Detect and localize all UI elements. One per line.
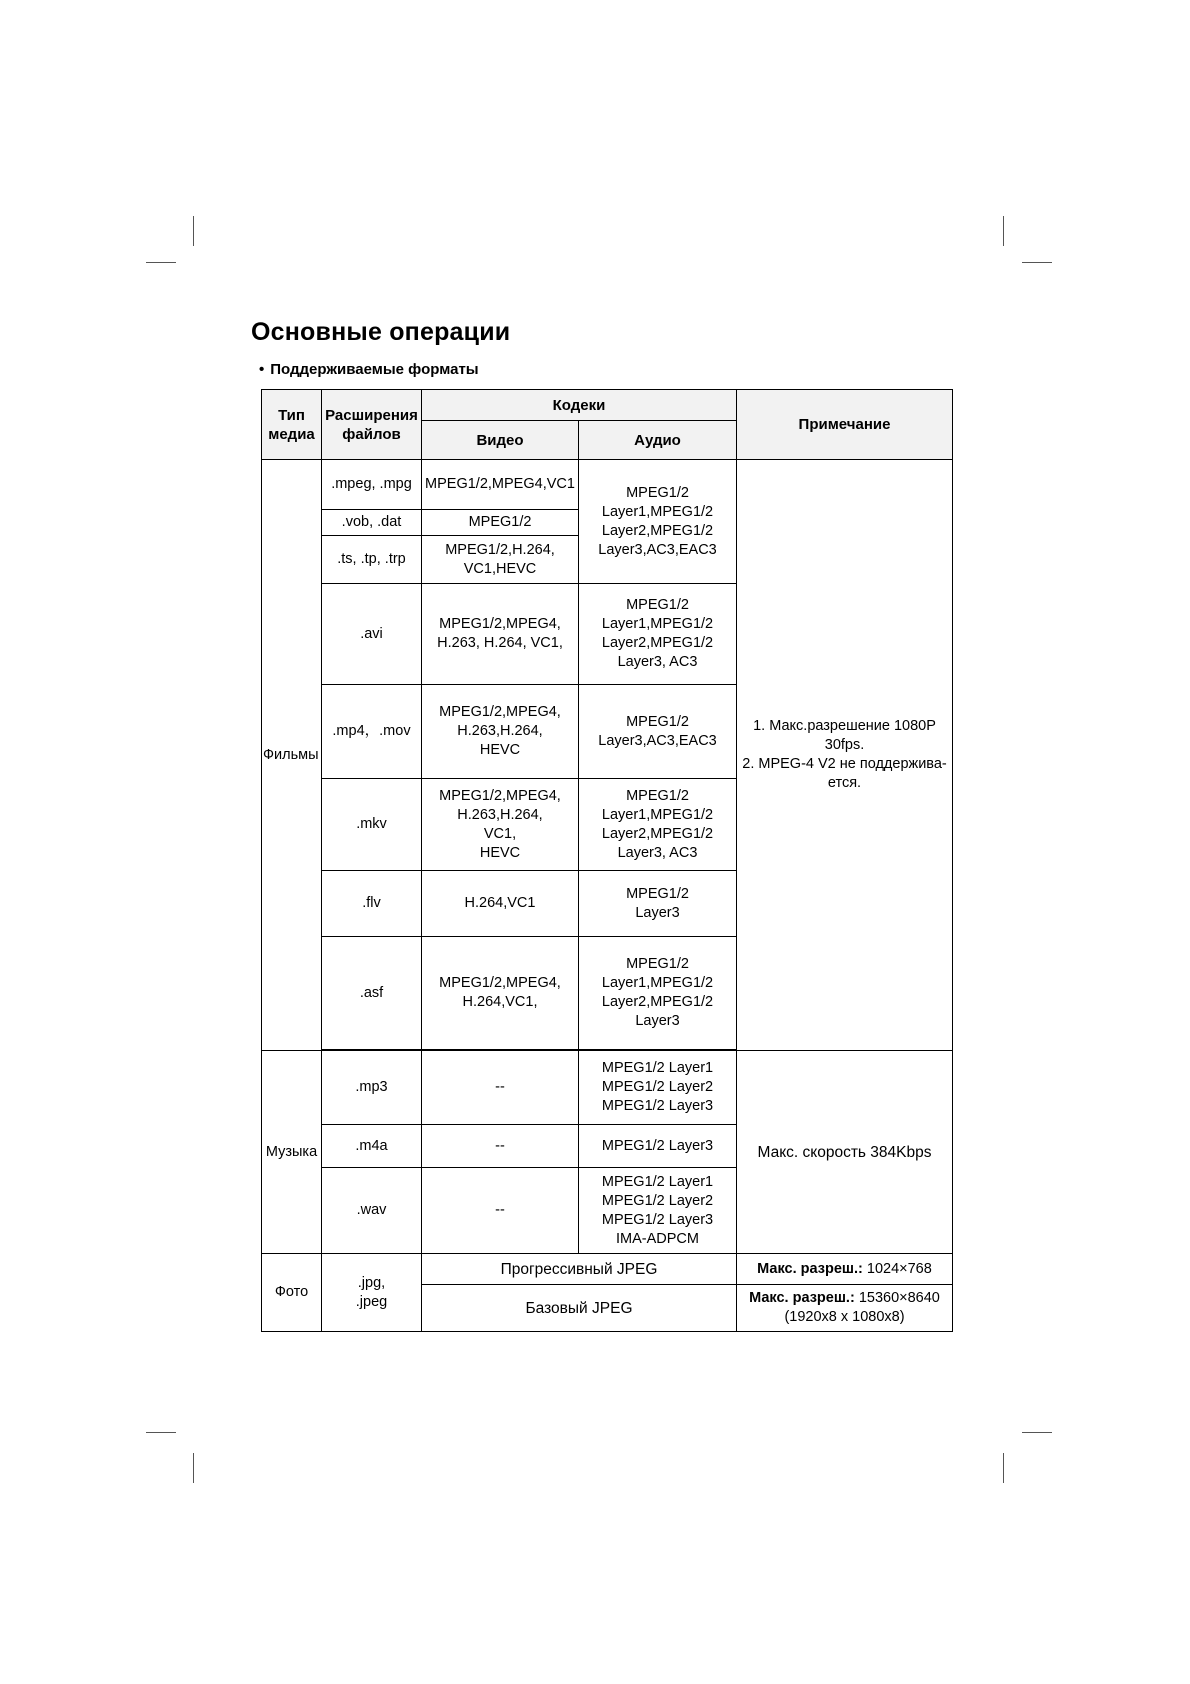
video-codec-cell: H.264,VC1 <box>422 871 579 937</box>
audio-codec-cell: MPEG1/2 Layer1 MPEG1/2 Layer2 MPEG1/2 Layer3 IMA-ADPCM <box>579 1168 737 1254</box>
audio-codec-cell: MPEG1/2 Layer3 <box>579 1125 737 1168</box>
photo-note: Макс. разреш.: 15360×8640 (1920x8 x 1080x8) <box>737 1285 953 1332</box>
photo-codec-cell: Базовый JPEG <box>422 1285 737 1332</box>
audio-codec-cell: MPEG1/2 Layer1,MPEG1/2 Layer2,MPEG1/2 Layer3, AC3 <box>579 584 737 685</box>
video-codec-cell: MPEG1/2,MPEG4, H.263, H.264, VC1, <box>422 584 579 685</box>
table-row <box>262 1254 953 1285</box>
crop-mark <box>1003 216 1004 246</box>
media-type-movies: Фильмы <box>262 460 322 1051</box>
video-codec-cell: -- <box>422 1051 579 1125</box>
video-codec-cell: MPEG1/2,MPEG4, H.263,H.264, HEVC <box>422 685 579 779</box>
table-row <box>262 460 953 510</box>
ext-cell: .mkv <box>322 779 422 871</box>
crop-mark <box>193 216 194 246</box>
crop-mark <box>146 1432 176 1433</box>
ext-cell: .m4a <box>322 1125 422 1168</box>
ext-cell: .asf <box>322 937 422 1050</box>
crop-mark <box>146 262 176 263</box>
crop-mark <box>193 1453 194 1483</box>
bullet: • <box>259 361 265 378</box>
video-codec-cell: MPEG1/2,MPEG4,VC1 <box>422 460 579 510</box>
ext-cell: .mpeg, .mpg <box>322 460 422 510</box>
table-row <box>262 1051 953 1125</box>
video-codec-cell: MPEG1/2 <box>422 510 579 536</box>
crop-mark <box>1022 262 1052 263</box>
media-type-music: Музыка <box>262 1051 322 1254</box>
video-codec-cell: MPEG1/2,H.264, VC1,HEVC <box>422 536 579 584</box>
header-video: Видео <box>422 421 579 460</box>
ext-cell: .mp3 <box>322 1051 422 1125</box>
video-codec-cell: -- <box>422 1168 579 1254</box>
video-codec-cell: MPEG1/2,MPEG4, H.264,VC1, <box>422 937 579 1050</box>
video-codec-cell: MPEG1/2,MPEG4, H.263,H.264, VC1, HEVC <box>422 779 579 871</box>
movies-note: 1. Макс.разрешение 1080P 30fps. 2. MPEG-4 V2 не поддержива- ется. <box>737 460 953 1051</box>
header-codecs: Кодеки <box>422 390 737 421</box>
audio-codec-cell: MPEG1/2 Layer1,MPEG1/2 Layer2,MPEG1/2 Layer3, AC3 <box>579 779 737 871</box>
crop-mark <box>1003 1453 1004 1483</box>
ext-cell: .avi <box>322 584 422 685</box>
formats-table <box>261 389 953 1332</box>
music-note: Макс. скорость 384Kbps <box>737 1051 953 1254</box>
section-subtitle-text: Поддерживаемые форматы <box>270 361 479 378</box>
audio-codec-cell: MPEG1/2 Layer1,MPEG1/2 Layer2,MPEG1/2 Layer3 <box>579 937 737 1050</box>
header-audio: Аудио <box>579 421 737 460</box>
photo-note: Макс. разреш.: 1024×768 <box>737 1254 953 1285</box>
audio-codec-cell: MPEG1/2 Layer1,MPEG1/2 Layer2,MPEG1/2 Layer3,AC3,EAC3 <box>579 460 737 584</box>
ext-cell: .vob, .dat <box>322 510 422 536</box>
crop-mark <box>1022 1432 1052 1433</box>
ext-cell: .ts, .tp, .trp <box>322 536 422 584</box>
section-subtitle <box>259 361 479 378</box>
header-note: Примечание <box>737 390 953 460</box>
ext-cell: .mp4，.mov <box>322 685 422 779</box>
ext-cell: .wav <box>322 1168 422 1254</box>
audio-codec-cell: MPEG1/2 Layer1 MPEG1/2 Layer2 MPEG1/2 Layer3 <box>579 1051 737 1125</box>
header-extensions: Расширения файлов <box>322 390 422 460</box>
audio-codec-cell: MPEG1/2 Layer3,AC3,EAC3 <box>579 685 737 779</box>
ext-cell: .jpg, .jpeg <box>322 1254 422 1332</box>
media-type-photo: Фото <box>262 1254 322 1332</box>
photo-codec-cell: Прогрессивный JPEG <box>422 1254 737 1285</box>
ext-cell: .flv <box>322 871 422 937</box>
audio-codec-cell: MPEG1/2 Layer3 <box>579 871 737 937</box>
page-title: Основные операции <box>251 318 511 346</box>
header-media-type: Тип медиа <box>262 390 322 460</box>
video-codec-cell: -- <box>422 1125 579 1168</box>
